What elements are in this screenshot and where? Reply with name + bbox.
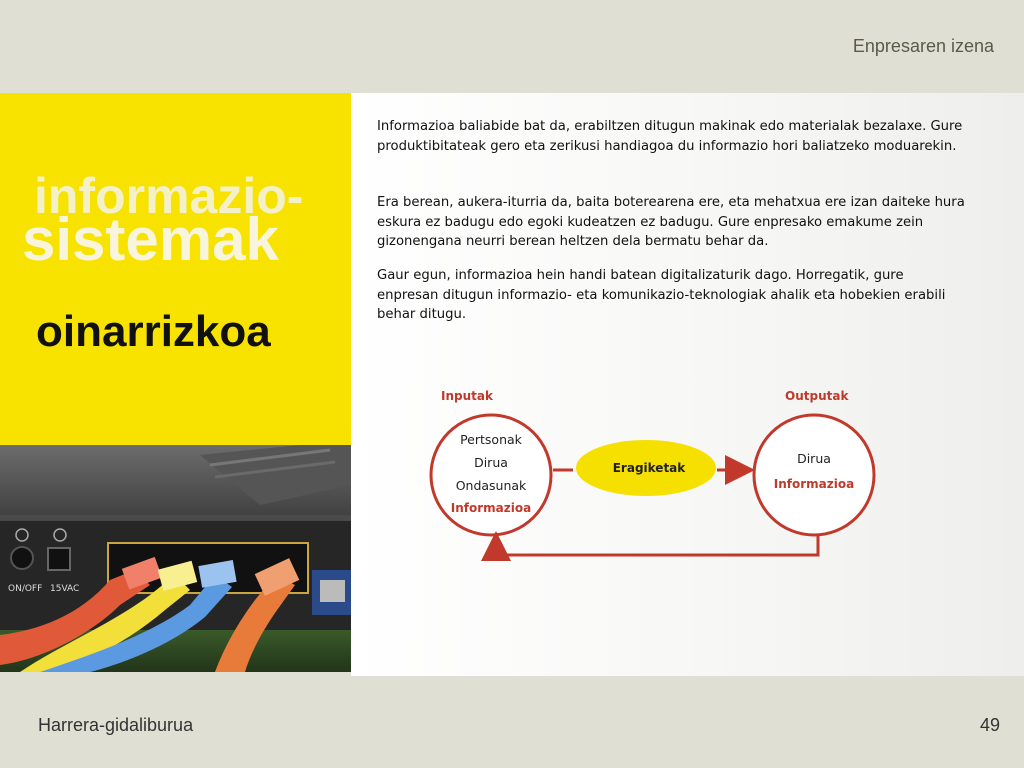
photo-label-volts: 15VAC xyxy=(50,584,80,594)
paragraph-3: Gaur egun, informazioa hein handi batean digitalizaturik dago. Horregatik, gure enpresan ditugun informazio- eta komunikazio-teknologiak ahalik eta hobekien erabili behar ditugu. xyxy=(377,268,946,322)
process-label: Eragiketak xyxy=(612,461,686,475)
router-photo xyxy=(0,445,351,672)
input-item: Dirua xyxy=(474,455,508,470)
top-bar xyxy=(0,0,1024,93)
outputs-heading: Outputak xyxy=(785,389,849,403)
page-number: 49 xyxy=(979,715,1000,735)
output-item: Dirua xyxy=(797,451,831,466)
photo-label-on-off: ON/OFF xyxy=(8,584,43,594)
input-item: Pertsonak xyxy=(460,432,522,447)
output-item: Informazioa xyxy=(773,477,855,491)
title-line-2: sistemak xyxy=(22,206,279,273)
inputs-heading: Inputak xyxy=(441,389,493,403)
router-cables-image xyxy=(0,445,351,672)
feedback-arrow xyxy=(496,536,818,555)
company-name: Enpresaren izena xyxy=(852,36,994,56)
paragraph-1: Informazioa baliabide bat da, erabiltzen ditugun makinak edo materialak bezalaxe. Gure produktibitateak gero eta zerikusi handiagoa du informazio hori baliatzeko moduarekin. xyxy=(377,119,963,154)
title-line-1: informazio- xyxy=(34,168,304,224)
footer-guide-name: Harrera-gidaliburua xyxy=(38,715,194,735)
info-system-diagram xyxy=(351,380,1024,580)
input-item: Ondasunak xyxy=(455,478,527,493)
paragraph-2: Era berean, aukera-iturria da, baita boterearena ere, eta mehatxua ere izan daiteke hura eskura ez badugu edo egoki kudeatzen ez badugu. Gure enpresako emakume zein gizonengana neurri berean heltzen dela bermatu behar da. xyxy=(377,195,965,249)
title-line-3: oinarrizkoa xyxy=(36,307,271,356)
input-item: Informazioa xyxy=(450,501,532,515)
outputs-circle xyxy=(754,415,874,535)
